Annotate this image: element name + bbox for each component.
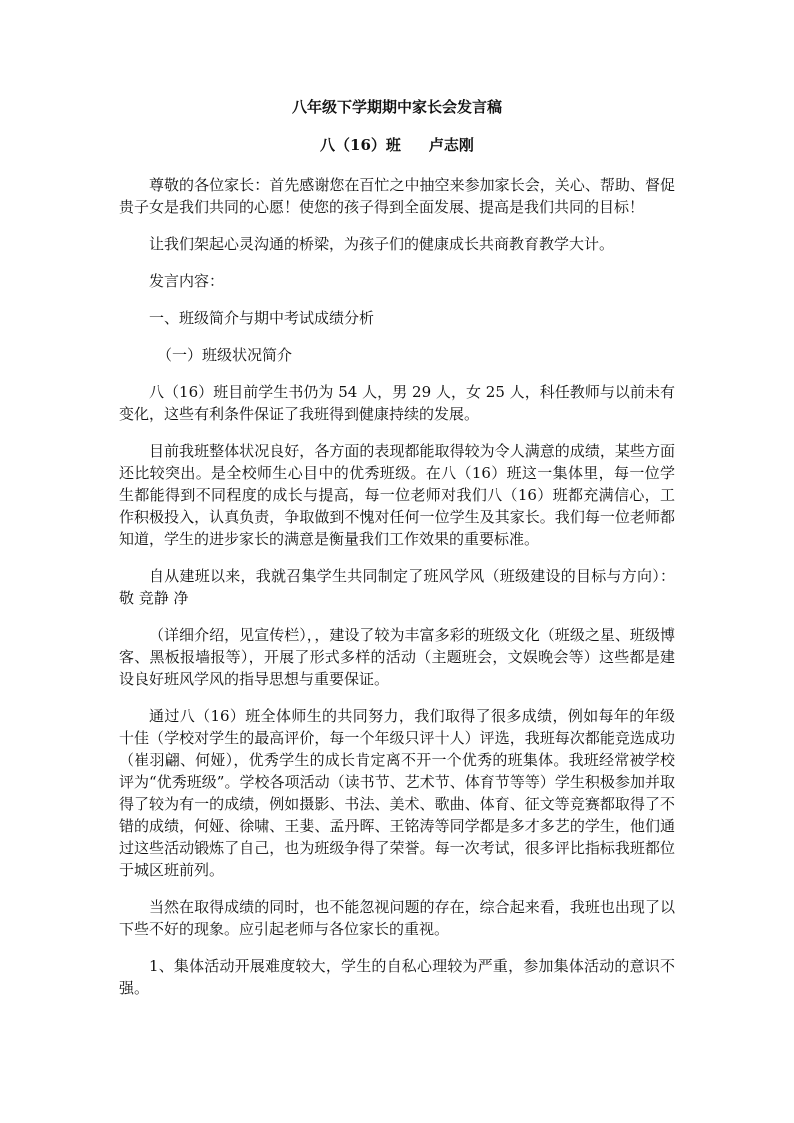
- subsection-heading: （一）班级状况简介: [157, 346, 293, 364]
- document-title: 八年级下学期期中家长会发言稿: [291, 98, 502, 116]
- list-item: 1、集体活动开展难度较大，学生的自私心理较为严重，参加集体活动的意识不强。: [119, 957, 675, 997]
- body-paragraph: （详细介绍，见宣传栏），，建设了较为丰富多彩的班级文化（班级之星、班级博客、黑板报墙报等），开展了形式多样的活动（主题班会，文娱晚会等）这些都是建设良好班风学风的指导思想与重要保证。: [119, 626, 675, 688]
- body-paragraph: 通过八（16）班全体师生的共同努力，我们取得了很多成绩，例如每年的年级十佳（学校对学生的最高评价，每一个年级只评十人）评选，我班每次都能竞选成功（崔羽翩、何娅），优秀学生的成长肯定离不开一个优秀的班集体。我班经常被学校评为“优秀班级”。学校各项活动（读书节、艺术节、体育节等等）学生积极参加并取得了较为有一的成绩，例如摄影、书法、美术、歌曲、体育、征文等竞赛都取得了不错的成绩，何娅、徐啸、王婓、孟丹晖、王铭涛等同学都是多才多艺的学生，他们通过这些活动锻炼了自己，也为班级争得了荣誉。每一次考试，很多评比指标我班都位于城区班前列。: [119, 707, 675, 879]
- section-heading: 一、班级简介与期中考试成绩分析: [149, 309, 375, 327]
- subtitle-class: 八（16）班: [320, 136, 401, 154]
- body-paragraph: 目前我班整体状况良好，各方面的表现都能取得较为令人满意的成绩，某些方面还比较突出。是全校师生心目中的优秀班级。在八（16）班这一集体里，每一位学生都能得到不同程度的成长与提高，每一位老师对我们八（16）班都充满信心，工作积极投入，认真负责，争取做到不愧对任何一位学生及其家长。我们每一位老师都知道，学生的进步家长的满意是衡量我们工作效果的重要标准。: [119, 442, 675, 548]
- body-paragraph: 八（16）班目前学生书仍为 54 人，男 29 人，女 25 人，科任教师与以前未有变化，这些有利条件保证了我班得到健康持续的发展。: [119, 383, 675, 423]
- document-body: [119, 174, 675, 1014]
- speech-content-label: 发言内容：: [149, 272, 225, 290]
- body-paragraph: 当然在取得成绩的同时，也不能忽视问题的存在，综合起来看，我班也出现了以下些不好的现象。应引起老师与各位家长的重视。: [119, 898, 675, 938]
- intro-paragraph: 让我们架起心灵沟通的桥梁，为孩子们的健康成长共商教育教学大计。: [149, 235, 615, 253]
- greeting-paragraph: 尊敬的各位家长：首先感谢您在百忙之中抽空来参加家长会，关心、帮助、督促贵子女是我们共同的心愿！使您的孩子得到全面发展、提高是我们共同的目标！: [119, 176, 675, 216]
- document-subtitle: [0, 135, 794, 155]
- body-paragraph: 自从建班以来，我就召集学生共同制定了班风学风（班级建设的目标与方向）： 敬 竞静 净: [119, 567, 675, 607]
- subtitle-author: 卢志刚: [428, 136, 474, 154]
